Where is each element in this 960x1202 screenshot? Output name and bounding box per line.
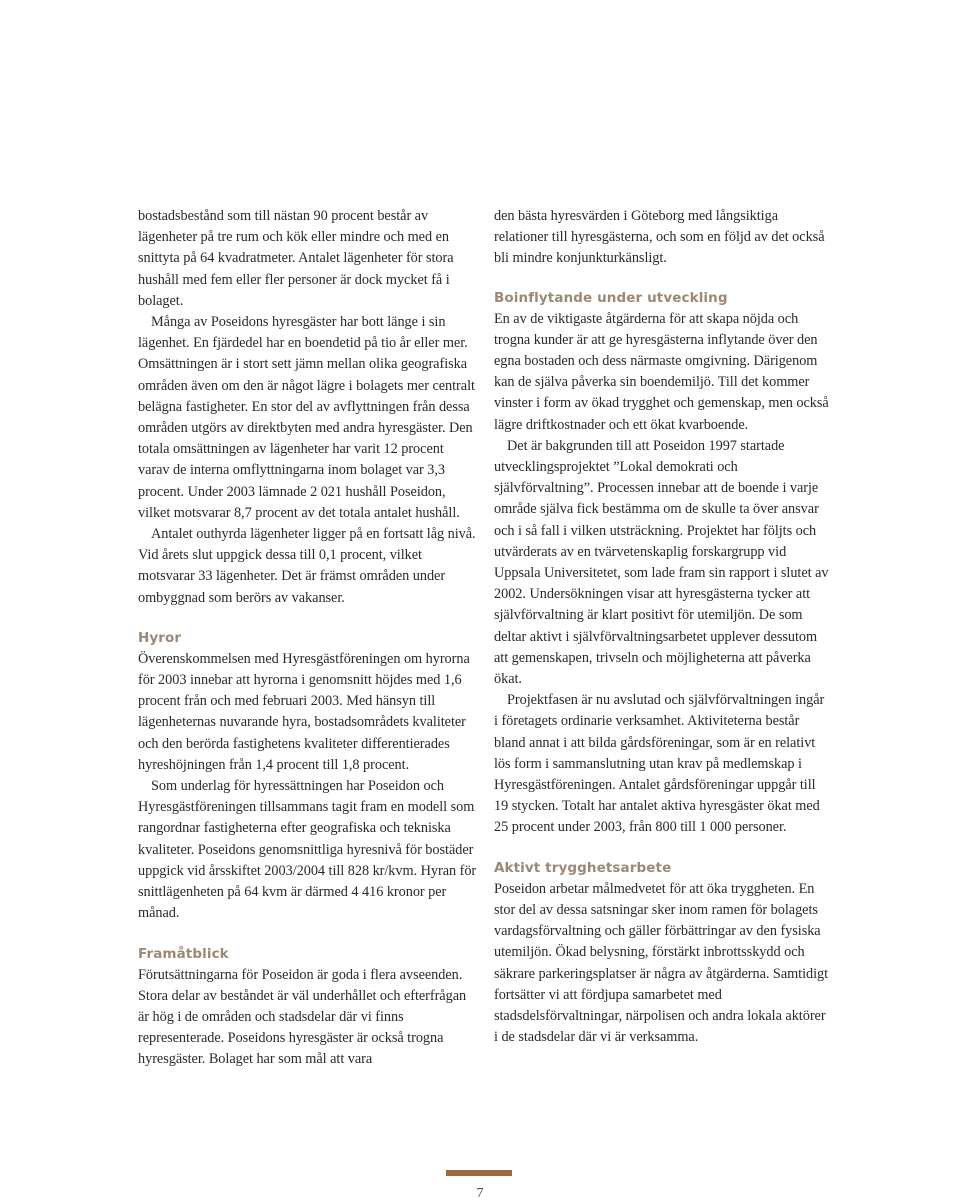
- page-number: 7: [476, 1186, 484, 1201]
- footer-rule: [446, 1170, 512, 1176]
- section-heading-boinflytande: Boinflytande under utveckling: [494, 289, 728, 306]
- body-paragraph: bostadsbestånd som till nästan 90 procent består av lägenheter på tre rum och kök eller mindre och med en snittyta på 64 kvadratmeter. Antalet lägenheter för stora hushåll med fem eller fler personer är dock mycket få i bolaget.: [138, 208, 454, 309]
- right-column: [494, 206, 830, 1048]
- section-heading-trygghet: Aktivt trygghetsarbete: [494, 859, 672, 876]
- body-paragraph: Många av Poseidons hyresgäster har bott länge i sin lägenhet. En fjärdedel har en boendetid på tio år eller mer. Omsättningen är i stort sett jämn mellan olika geografiska områden även om den är något lägre i bolagets mer centralt belägna fastigheter. En stor del av avflyttningen från dessa områden utgörs av direktbyten med andra hyresgäster. Den totala omsättningen av lägenheter har varit 12 procent varav de interna omflyttningarna inom bolaget var 3,3 procent. Under 2003 lämnade 2 021 hushåll Poseidon, vilket motsvarar 8,7 procent av det totala antalet hushåll.: [138, 314, 475, 521]
- body-paragraph: Som underlag för hyressättningen har Poseidon och Hyresgästföreningen tillsammans tagit fram en modell som rangordnar fastigheterna efter geografiska och tekniska kvaliteter. Poseidons genomsnittliga hyresnivå för bostäder uppgick vid årsskiftet 2003/2004 till 828 kr/kvm. Hyran för snittlägenheten på 64 kvm är därmed 4 416 kronor per månad.: [138, 778, 477, 922]
- body-paragraph: den bästa hyresvärden i Göteborg med långsiktiga relationer till hyresgästerna, och som en följd av det också bli mindre konjunkturkänsligt.: [494, 208, 825, 267]
- section-heading-framatblick: Framåtblick: [138, 945, 229, 962]
- body-paragraph: Förutsättningarna för Poseidon är goda i flera avseenden. Stora delar av beståndet är väl underhållet och efterfrågan är hög i de områden och stadsdelar där vi finns representerade. Poseidons hyresgäster är också trogna hyresgäster. Bolaget har som mål att vara: [138, 966, 467, 1068]
- body-paragraph: En av de viktigaste åtgärderna för att skapa nöjda och trogna kunder är att ge hyresgästerna inflytande över den egna bostaden och dess närmaste omgivning. Därigenom kan de själva påverka sin boendemiljö. Till det kommer vinster i form av ökad trygghet och gemenskap, men också lägre driftkostnader och ett ökat kvarboende.: [494, 310, 829, 433]
- body-paragraph: Projektfasen är nu avslutad och självförvaltningen ingår i företagets ordinarie verksamhet. Aktiviteterna består bland annat i att bilda gårdsföreningar, som är en relativt lös form i sammanslutning utan krav på medlemskap i Hyresgästföreningen. Antalet gårdsföreningar uppgår till 19 stycken. Totalt har antalet aktiva hyresgäster ökat med 25 procent under 2003, från 800 till 1 000 personer.: [494, 692, 825, 836]
- body-paragraph: Det är bakgrunden till att Poseidon 1997 startade utvecklingsprojektet ”Lokal demokrati och självförvaltning”. Processen innebar att de boende i varje område själva fick bestämma om de skulle ta över ansvar och i så fall i vilken utsträckning. Projektet har följts och utvärderats av en tvärvetenskaplig forskargrupp vid Uppsala Universitetet, som lade fram sin rapport i slutet av 2002. Undersökningen visar att hyresgästerna tycker att självförvaltning är klart positivt för utemiljön. De som deltar aktivt i självförvaltningsarbetet upplever dessutom att gemenskapen, trivseln och möjligheterna att påverka ökat.: [494, 437, 829, 688]
- body-paragraph: Överenskommelsen med Hyresgästföreningen om hyrorna för 2003 innebar att hyrorna i genomsnitt höjdes med 1,6 procent från och med februari 2003. Med hänsyn till lägenheternas nuvarande hyra, bostadsområdets kvaliteter och den berörda fastighetens kvaliteter differentierades hyreshöjningen från 1,4 procent till 1,8 procent.: [138, 650, 470, 773]
- body-paragraph: Antalet outhyrda lägenheter ligger på en fortsatt låg nivå. Vid årets slut uppgick dessa till 0,1 procent, vilket motsvarar 33 lägenheter. Det är främst områden under ombyggnad som berörs av vakanser.: [138, 526, 476, 606]
- section-heading-hyror: Hyror: [138, 629, 182, 646]
- left-column: [138, 206, 478, 1071]
- body-paragraph: Poseidon arbetar målmedvetet för att öka tryggheten. En stor del av dessa satsningar sker inom ramen för bolagets vardagsförvaltning och gäller förbättringar av den fysiska utemiljön. Ökad belysning, förstärkt inbrottsskydd och säkrare parkeringsplatser är några av åtgärderna. Samtidigt fortsätter vi att fördjupa samarbetet med stadsdelsförvaltningar, närpolisen och andra lokala aktörer i de stadsdelar där vi är verksamma.: [494, 880, 829, 1046]
